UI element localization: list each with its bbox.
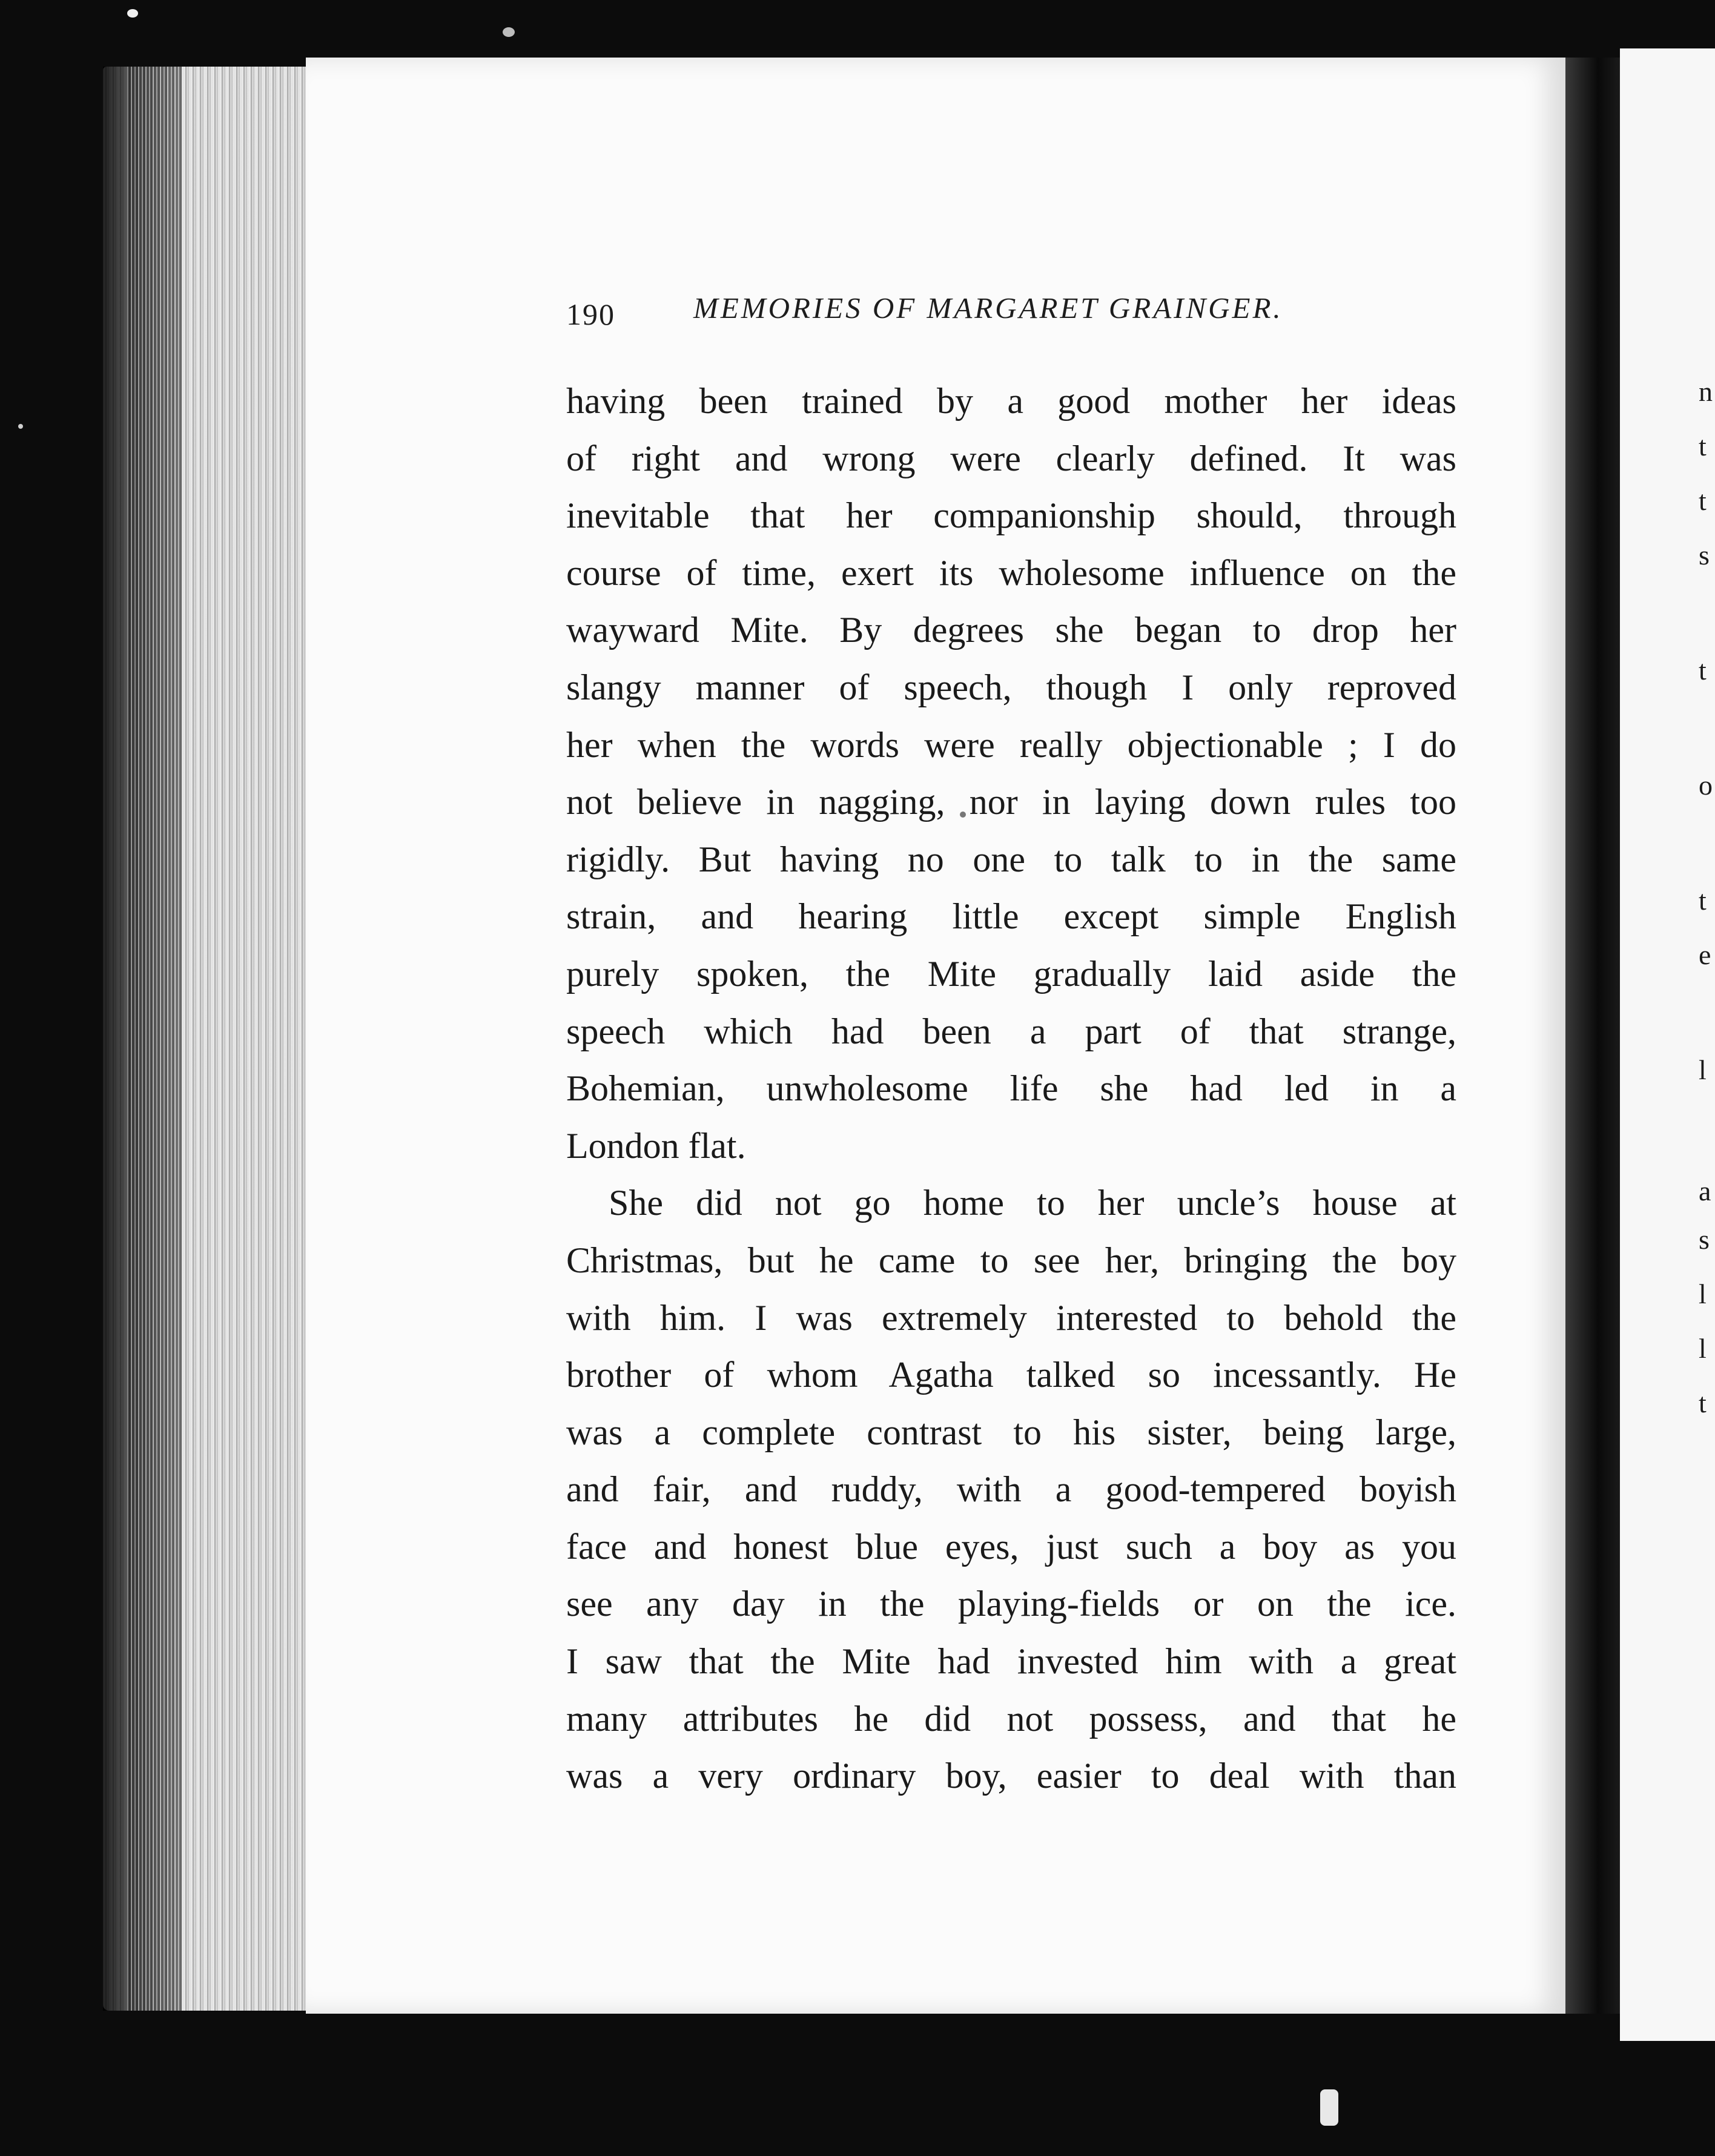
dust-speck [503,27,515,37]
facing-page-char: t [1699,431,1707,461]
text-line: strain, and hearing little except simple English [566,896,1456,937]
facing-page-char: t [1699,1387,1707,1418]
running-title: MEMORIES OF MARGARET GRAINGER. [693,291,1283,325]
page-fore-edge [103,67,309,2011]
text-line: course of time, exert its wholesome influence on the [566,552,1456,593]
dust-speck [127,9,138,18]
facing-page-edge [1620,48,1715,2041]
paragraph-1 [566,372,1456,1174]
text-line: speech which had been a part of that strange, [566,1011,1456,1051]
text-line: was a complete contrast to his sister, being large, [566,1412,1456,1452]
text-line: and fair, and ruddy, with a good-tempered boyish [566,1469,1456,1510]
facing-page-char: l [1699,1333,1707,1364]
dust-speck [18,424,23,429]
text-line: having been trained by a good mother her ideas [566,381,1456,421]
text-line: London flat. [566,1125,746,1166]
text-line: see any day in the playing-fields or on the ice. [566,1584,1456,1624]
text-line: slangy manner of speech, though I only reproved [566,667,1456,707]
book-gutter [1565,58,1620,2014]
body-text [566,372,1456,1805]
facing-page-char: o [1699,770,1713,801]
text-line: her when the words were really objectionable ; I do [566,724,1456,765]
text-line: She did not go home to her uncle’s house at [609,1183,1456,1223]
facing-page-char: t [1699,885,1707,916]
paragraph-2 [566,1174,1456,1805]
facing-page-char: l [1699,1054,1707,1085]
text-line: inevitable that her companionship should, through [566,495,1456,536]
text-line: rigidly. But having no one to talk to in the same [566,839,1456,879]
facing-page-char: a [1699,1176,1711,1206]
text-line: was a very ordinary boy, easier to deal with than [566,1756,1456,1796]
facing-page-char: l [1699,1278,1707,1309]
text-line: of right and wrong were clearly defined. It was [566,438,1456,478]
text-line: with him. I was extremely interested to behold the [566,1297,1456,1338]
facing-page-char: s [1699,540,1710,570]
text-line: purely spoken, the Mite gradually laid aside the [566,953,1456,994]
facing-page-char: e [1699,939,1711,970]
text-line: not believe in nagging, nor in laying down rules too [566,782,1456,822]
text-line: wayward Mite. By degrees she began to drop her [566,610,1456,650]
facing-page-char: t [1699,655,1707,686]
text-line: Bohemian, unwholesome life she had led in a [566,1068,1456,1109]
dust-speck [1320,2089,1338,2126]
facing-page-char: t [1699,485,1707,516]
page-number: 190 [566,297,615,331]
running-head [566,291,1341,339]
text-line: many attributes he did not possess, and that he [566,1698,1456,1739]
text-line: Christmas, but he came to see her, bringing the boy [566,1240,1456,1280]
facing-page-char: s [1699,1224,1710,1255]
text-line: brother of whom Agatha talked so incessantly. He [566,1355,1456,1395]
text-line: face and honest blue eyes, just such a boy as you [566,1526,1456,1567]
facing-page-char: n [1699,376,1713,407]
text-line: I saw that the Mite had invested him with a great [566,1641,1456,1682]
